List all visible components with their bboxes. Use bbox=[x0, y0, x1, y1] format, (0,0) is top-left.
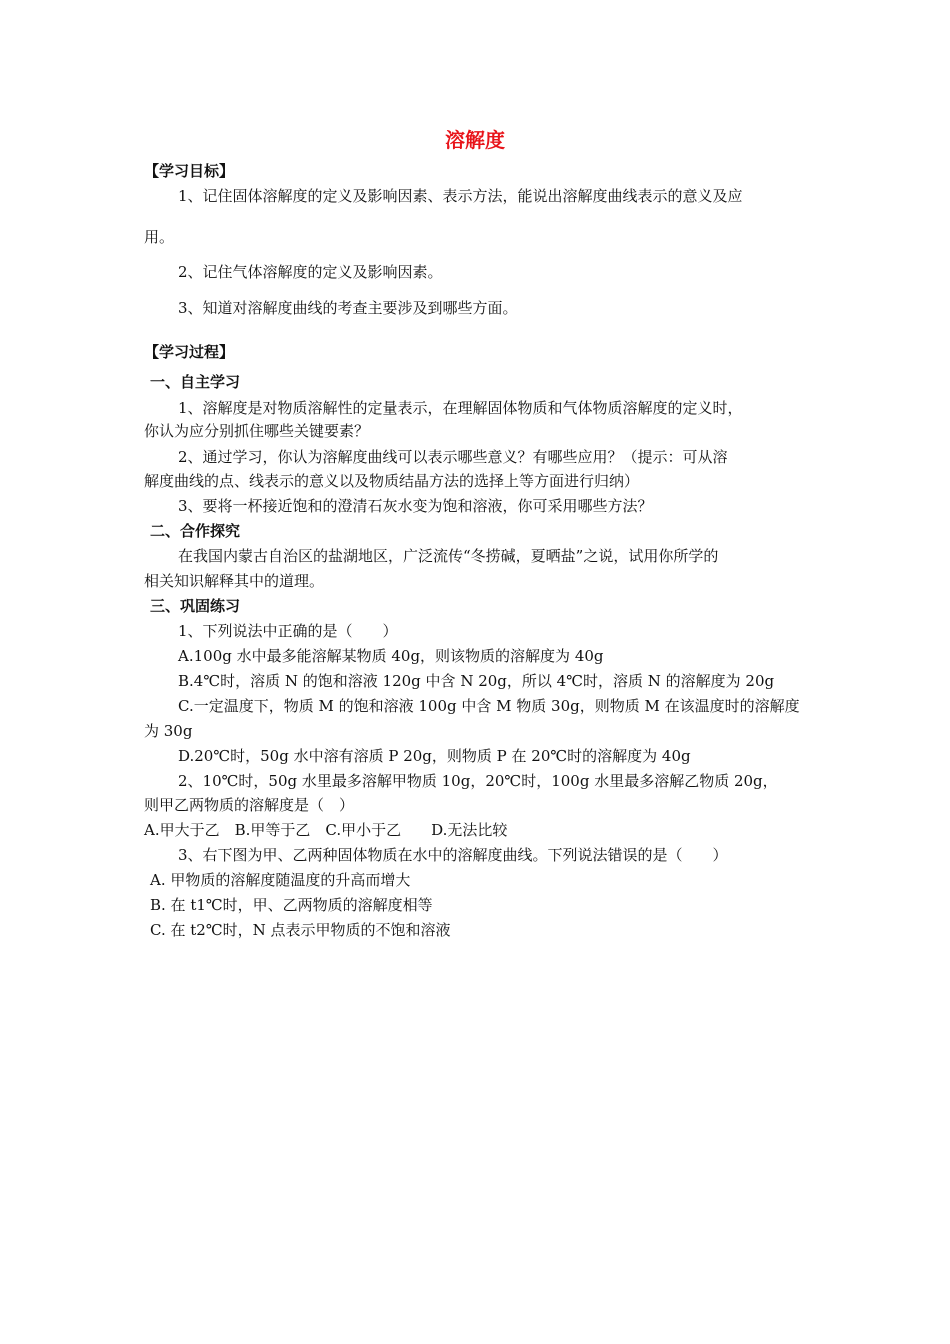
practice-q3: 3、右下图为甲、乙两种固体物质在水中的溶解度曲线。下列说法错误的是（ ） bbox=[178, 846, 728, 864]
practice-q3-option-b: B. 在 t1℃时，甲、乙两物质的溶解度相等 bbox=[150, 896, 433, 914]
self-study-q1-line-2: 你认为应分别抓住哪些关键要素？ bbox=[144, 422, 370, 440]
objective-1-line-1: 1、记住固体溶解度的定义及影响因素、表示方法，能说出溶解度曲线表示的意义及应 bbox=[178, 187, 743, 205]
objective-1-line-2: 用。 bbox=[144, 228, 175, 246]
practice-q3-option-a: A. 甲物质的溶解度随温度的升高而增大 bbox=[150, 871, 411, 889]
practice-q1-option-b: B.4℃时，溶质 N 的饱和溶液 120g 中含 N 20g，所以 4℃时，溶质 N 的溶解度为 20g bbox=[178, 672, 775, 690]
cooperation-line-2: 相关知识解释其中的道理。 bbox=[144, 572, 325, 590]
self-study-q3: 3、要将一杯接近饱和的澄清石灰水变为饱和溶液，你可采用哪些方法？ bbox=[178, 497, 653, 515]
practice-q1-option-a: A.100g 水中最多能溶解某物质 40g，则该物质的溶解度为 40g bbox=[178, 647, 604, 665]
objective-3: 3、知道对溶解度曲线的考查主要涉及到哪些方面。 bbox=[178, 299, 518, 317]
practice-q2-line-2: 则甲乙两物质的溶解度是（ ） bbox=[144, 796, 355, 814]
practice-q1-option-c-line-1: C.一定温度下，物质 M 的饱和溶液 100g 中含 M 物质 30g，则物质 M 在该温度时的溶解度 bbox=[178, 697, 800, 715]
self-study-heading: 一、自主学习 bbox=[150, 373, 241, 391]
self-study-q2-line-2: 解度曲线的点、线表示的意义以及物质结晶方法的选择上等方面进行归纳） bbox=[144, 472, 640, 490]
cooperation-line-1: 在我国内蒙古自治区的盐湖地区，广泛流传“冬捞碱，夏晒盐”之说，试用你所学的 bbox=[178, 547, 719, 565]
practice-q2-line-1: 2、10℃时，50g 水里最多溶解甲物质 10g，20℃时，100g 水里最多溶解乙物质 20g， bbox=[178, 772, 778, 790]
objectives-heading: 【学习目标】 bbox=[144, 162, 235, 180]
process-heading: 【学习过程】 bbox=[144, 343, 235, 361]
objective-2: 2、记住气体溶解度的定义及影响因素。 bbox=[178, 263, 443, 281]
self-study-q2-line-1: 2、通过学习，你认为溶解度曲线可以表示哪些意义？有哪些应用？（提示：可从溶 bbox=[178, 448, 728, 466]
practice-q1-option-c-line-2: 为 30g bbox=[144, 722, 193, 740]
practice-q3-option-c: C. 在 t2℃时，N 点表示甲物质的不饱和溶液 bbox=[150, 921, 451, 939]
practice-heading: 三、巩固练习 bbox=[150, 597, 241, 615]
document-title: 溶解度 bbox=[445, 128, 505, 152]
self-study-q1-line-1: 1、溶解度是对物质溶解性的定量表示，在理解固体物质和气体物质溶解度的定义时， bbox=[178, 399, 743, 417]
practice-q1: 1、下列说法中正确的是（ ） bbox=[178, 622, 398, 640]
practice-q1-option-d: D.20℃时，50g 水中溶有溶质 P 20g，则物质 P 在 20℃时的溶解度为 40g bbox=[178, 747, 691, 765]
cooperation-heading: 二、合作探究 bbox=[150, 522, 241, 540]
practice-q2-options: A.甲大于乙 B.甲等于乙 C.甲小于乙 D.无法比较 bbox=[144, 821, 508, 839]
